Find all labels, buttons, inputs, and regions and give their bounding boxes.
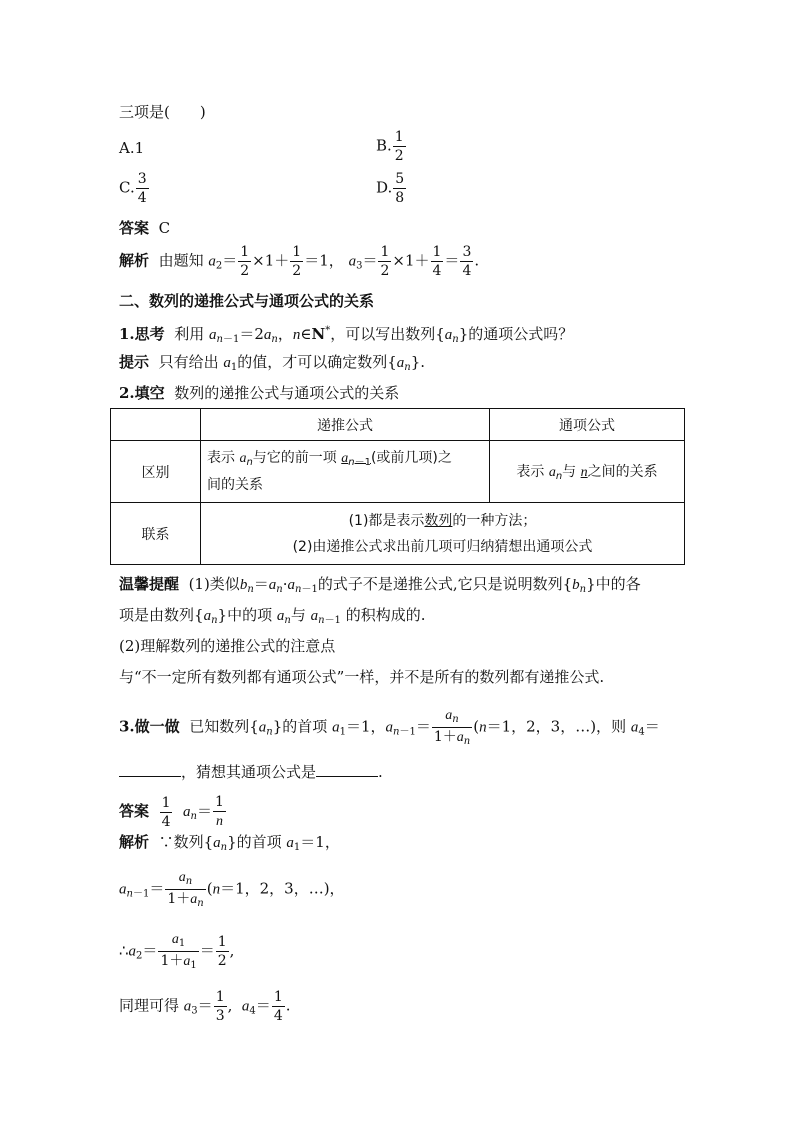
option-c: C. $\frac{3}{4}$ [119,171,147,206]
hint-line: 提示 只有给出 $a_1$的值，才可以确定数列$\{a_n\}$. [119,353,426,373]
table-row-label: 联系 [111,503,201,565]
exercise-line-1: 3.做一做 已知数列$\{a_n\}$的首项 $a_1=1$，$a_{n-1}=$ $\frac{a_n}{1+a_n}$ (n＝1，2，3，…)，则 $a_4=$ [119,708,660,747]
tip-line-1: 温馨提醒 (1)类似$b_n=a_n\cdot a_{n-1}$的式子不是递推公式,它只是说明数列$\{b_n\}$中的各 [119,575,641,595]
think-line: 1.思考 利用 $a_{n-1}=2a_n$，n∈N*，可以写出数列$\{a_n\}$的通项公式吗？ [119,325,574,345]
option-b: B. $\frac{1}{2}$ [376,129,404,164]
solution-2-line-3: $\therefore a_2=$ $\frac{a_1}{1+a_1}$ ＝ $\frac{1}{2}$ , [119,932,235,971]
table-cell: 表示 $a_n$与 n之间的关系 [490,441,685,503]
solution-2-line-4: 同理可得 $a_3=$ $\frac{1}{3}$ , $a_4=$ $\frac{1}{4}$ . [119,989,291,1024]
solution-2-line-2: $a_{n-1}=$ $\frac{a_n}{1+a_n}$ (n＝1，2，3，…)， [119,870,345,909]
solution-2-line-1: 解析 ∵数列$\{a_n\}$的首项 $a_1=1$， [119,833,340,853]
table-header-recursive: 递推公式 [201,409,490,441]
exercise-line-2: ，猜想其通项公式是 . [119,762,383,782]
relation-table [110,408,685,565]
table-row-label: 区别 [111,441,201,503]
option-d: D. $\frac{5}{8}$ [376,171,405,206]
fraction: $\frac{3}{4}$ [137,171,147,206]
answer-1: 答案 C [119,219,171,237]
table-corner [111,409,201,441]
answer-blank[interactable] [316,762,378,777]
fill-line: 2.填空 数列的递推公式与通项公式的关系 [119,384,400,402]
option-a: A.1 [119,139,145,157]
answer-blank[interactable] [119,762,181,777]
section-title: 二、数列的递推公式与通项公式的关系 [119,292,375,310]
tip-line-4: 与“不一定所有数列都有通项公式”一样，并不是所有的数列都有递推公式. [119,668,605,686]
table-header-general: 通项公式 [490,409,685,441]
fraction: $\frac{5}{8}$ [395,171,405,206]
solution-1: 解析 由题知 $a_2=$ $\frac{1}{2}$ ×1＋ $\frac{1}{2}$ ＝1， $a_3=$ $\frac{1}{2}$ ×1＋ $\frac{1}{4}$ ＝ $\frac{3}{4}$ . [119,244,480,279]
tip-line-3: (2)理解数列的递推公式的注意点 [119,637,336,655]
table-cell: 表示 $a_n$与它的前一项 $a_{n-1}$(或前几项)之 间的关系 [201,441,490,503]
fraction: $\frac{1}{2}$ [394,129,404,164]
table-cell: (1)都是表示数列的一种方法； (2)由递推公式求出前几项可归纳猜想出通项公式 [201,503,685,565]
answer-2: 答案 $\frac{1}{4}$ $a_n=$ $\frac{1}{n}$ [119,794,224,830]
question-intro: 三项是( ) [119,103,206,121]
tip-line-2: 项是由数列$\{a_n\}$中的项 $a_n$与 $a_{n-1}$ 的积构成的. [119,606,426,626]
